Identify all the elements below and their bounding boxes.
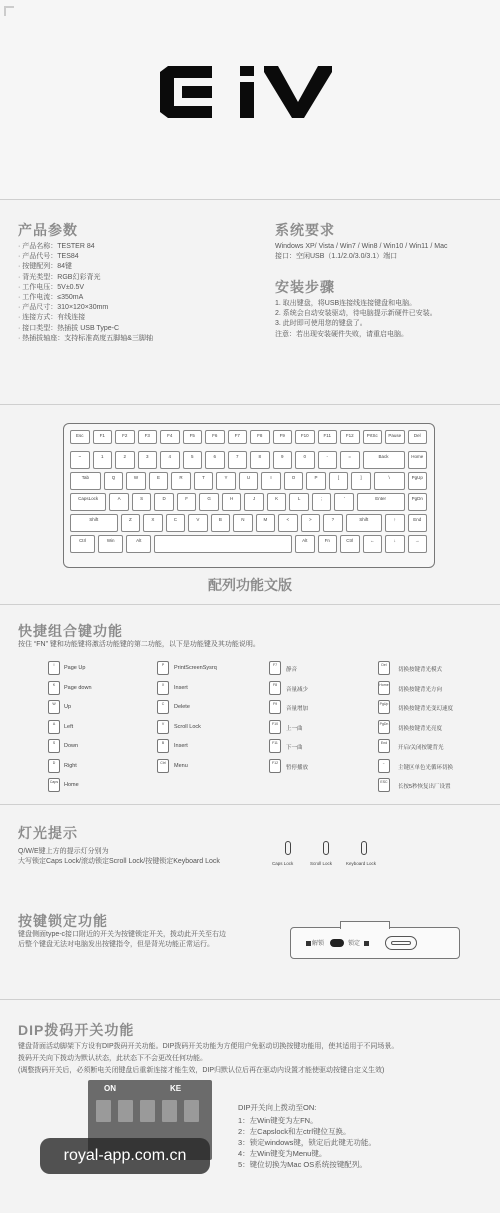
keycap: ↓ bbox=[385, 535, 405, 553]
keycap: V bbox=[188, 514, 208, 532]
dip-list-title: DIP开关向上拨动至ON: bbox=[238, 1103, 317, 1112]
shortcut-function: Down bbox=[64, 743, 79, 749]
keycap: C bbox=[166, 514, 186, 532]
keycap: Pause bbox=[385, 430, 405, 444]
dip-section bbox=[0, 1000, 500, 1213]
shortcut-key: F11 bbox=[269, 739, 281, 753]
shortcut-function: Up bbox=[64, 704, 72, 710]
shortcut-key: F9 bbox=[269, 700, 281, 714]
lock-label: 锁定 bbox=[348, 941, 361, 947]
specs-section bbox=[0, 200, 500, 405]
keycap: - bbox=[318, 451, 338, 469]
shortcut-grid bbox=[0, 605, 500, 805]
shortcut-key: B bbox=[157, 739, 169, 753]
keycap: F12 bbox=[340, 430, 360, 444]
keycap: W bbox=[126, 472, 146, 490]
keycap: ; bbox=[312, 493, 332, 511]
keycap: Win bbox=[98, 535, 123, 553]
keycap: 3 bbox=[138, 451, 158, 469]
dip-title: DIP拨码开关功能 bbox=[18, 1022, 135, 1038]
led-indicators bbox=[272, 841, 395, 871]
shortcut-key: P bbox=[157, 661, 169, 675]
keycap: PrtSc bbox=[363, 430, 383, 444]
shortcut-key: C bbox=[157, 700, 169, 714]
keycap: PgUp bbox=[408, 472, 428, 490]
dip-item: 2：左Capslock和左ctrl键位互换。 bbox=[238, 1127, 351, 1136]
led-label: Keyboard Lock bbox=[346, 861, 377, 866]
dip-switch-5[interactable] bbox=[184, 1100, 199, 1122]
keycap: F bbox=[177, 493, 197, 511]
keycap: Shift bbox=[70, 514, 118, 532]
keycap: Ctrl bbox=[340, 535, 360, 553]
shortcut-function: Scroll Lock bbox=[174, 723, 201, 730]
spec-item: · 背光类型：RGB幻彩背光 bbox=[18, 273, 101, 281]
spec-item: · 产品名称：TESTER 84 bbox=[18, 243, 95, 250]
keycap: ↑ bbox=[385, 514, 405, 532]
keycap: Q bbox=[104, 472, 124, 490]
keycap: F11 bbox=[318, 430, 338, 444]
shortcut-key: W bbox=[48, 700, 60, 714]
lock-toggle[interactable] bbox=[330, 939, 344, 947]
keycap: = bbox=[340, 451, 360, 469]
dip-item: 4：左Win键变为Menu键。 bbox=[238, 1149, 327, 1158]
shortcut-key: PgDn bbox=[378, 720, 390, 734]
shortcuts-desc: 按住 “FN” 键和功能键将激活功能键的第二功能，以下是功能键及其功能说明。 bbox=[18, 641, 260, 648]
shortcut-function: 切换按键背光模式 bbox=[398, 667, 443, 673]
shortcut-key: Caps bbox=[48, 778, 60, 792]
keycap: 4 bbox=[160, 451, 180, 469]
keycap: Y bbox=[216, 472, 236, 490]
keycap: ← bbox=[363, 535, 383, 553]
shortcut-function: 切换按键背光亮度 bbox=[398, 725, 443, 732]
keycap: [ bbox=[329, 472, 349, 490]
shortcut-function: Insert bbox=[174, 684, 188, 691]
spec-item: · 工作电流：≤350mA bbox=[18, 294, 84, 302]
civ-logo bbox=[160, 66, 340, 118]
shortcut-key: F7 bbox=[269, 661, 281, 675]
keycap: F5 bbox=[183, 430, 203, 444]
layout-section bbox=[0, 405, 500, 605]
keycap: \ bbox=[374, 472, 405, 490]
keycap: Ctrl bbox=[70, 535, 95, 553]
keycap: F8 bbox=[250, 430, 270, 444]
specs-title: 产品参数 bbox=[18, 222, 78, 238]
lock-switch-diagram bbox=[290, 921, 460, 965]
keycap: Home bbox=[408, 451, 428, 469]
dip-line3: (调整拨码开关后，必须断电关闭键盘后重新连接才能生效，DIP归默认位后再在驱动内设置才能使驱动按键自定义生效) bbox=[18, 1067, 385, 1074]
led-label: Scroll Lock bbox=[310, 861, 333, 866]
requirement-line: Windows XP/ Vista / Win7 / Win8 / Win10 / Win11 / Mac bbox=[275, 243, 448, 250]
shortcut-function: 长按5秒恢复出厂设置 bbox=[398, 784, 451, 790]
keycap: X bbox=[143, 514, 163, 532]
keycap: 9 bbox=[273, 451, 293, 469]
keycap: Shift bbox=[346, 514, 382, 532]
keycap: L bbox=[289, 493, 309, 511]
shortcut-key: ← bbox=[378, 759, 390, 773]
shortcut-key: S bbox=[48, 739, 60, 753]
lock-line2: 后整个键盘无法对电脑发出按键指令，但是背光功能正常运行。 bbox=[18, 941, 214, 948]
dip-item: 5：键位切换为Mac OS系统按键配列。 bbox=[238, 1160, 367, 1169]
dip-ke-label: KE bbox=[170, 1084, 182, 1093]
shortcut-function: Insert bbox=[174, 743, 188, 749]
shortcuts-section bbox=[0, 605, 500, 805]
shortcut-function: Left bbox=[64, 723, 74, 730]
shortcut-function: 暂停播放 bbox=[286, 764, 309, 771]
keycap: 0 bbox=[295, 451, 315, 469]
dip-switch-2[interactable] bbox=[118, 1100, 133, 1122]
shortcut-key: F10 bbox=[269, 720, 281, 734]
spec-item: · 热插拔轴座：支持标准高度五脚轴&三脚轴 bbox=[18, 334, 153, 342]
shortcut-key: I bbox=[48, 661, 60, 675]
keycap: P bbox=[306, 472, 326, 490]
keycap: J bbox=[244, 493, 264, 511]
keycap: I bbox=[261, 472, 281, 490]
keycap: 7 bbox=[228, 451, 248, 469]
shortcut-function: 开启/关闭按键背光 bbox=[398, 745, 444, 751]
led-label: Caps Lock bbox=[272, 861, 294, 866]
keycap: Alt bbox=[126, 535, 151, 553]
lights-section bbox=[0, 805, 500, 1000]
keycap: 2 bbox=[115, 451, 135, 469]
spec-item: · 工作电压：5V±0.5V bbox=[18, 283, 85, 291]
keycap: N bbox=[233, 514, 253, 532]
keycap: G bbox=[199, 493, 219, 511]
keycap: E bbox=[149, 472, 169, 490]
keycap: 8 bbox=[250, 451, 270, 469]
shortcut-function: 音量减少 bbox=[286, 686, 309, 693]
shortcut-key: End bbox=[378, 739, 390, 753]
unlock-label: 解锁 bbox=[312, 941, 325, 947]
keycap: > bbox=[301, 514, 321, 532]
keycap: Back bbox=[363, 451, 405, 469]
keycap: Alt bbox=[295, 535, 315, 553]
keycap: 5 bbox=[183, 451, 203, 469]
keycap: 6 bbox=[205, 451, 225, 469]
led-icon bbox=[323, 841, 329, 855]
shortcut-key: X bbox=[157, 681, 169, 695]
shortcut-function: 下一曲 bbox=[286, 745, 303, 751]
keycap: ~ bbox=[70, 451, 90, 469]
shortcut-key: D bbox=[48, 759, 60, 773]
spec-item: · 连接方式：有线连接 bbox=[18, 314, 86, 322]
keycap: Del bbox=[408, 430, 428, 444]
keycap: ] bbox=[351, 472, 371, 490]
keycap: F7 bbox=[228, 430, 248, 444]
dip-on-label: ON bbox=[104, 1084, 116, 1093]
dip-switch-3[interactable] bbox=[140, 1100, 155, 1122]
shortcut-function: Home bbox=[64, 782, 79, 788]
install-title: 安装步骤 bbox=[275, 279, 335, 295]
keycap: F1 bbox=[93, 430, 113, 444]
dip-item: 1：左Win键变为左FN。 bbox=[238, 1116, 318, 1125]
unlock-icon bbox=[306, 941, 311, 946]
shortcut-key: A bbox=[48, 720, 60, 734]
shortcut-function: Menu bbox=[174, 762, 188, 769]
requirement-line: 接口：空闲USB（1.1/2.0/3.0/3.1）端口 bbox=[275, 253, 398, 261]
spec-item: · 按键配列：84键 bbox=[18, 263, 73, 271]
keycap: ' bbox=[334, 493, 354, 511]
install-step: 3. 此时即可使用您的键盘了。 bbox=[275, 320, 367, 328]
keycap: → bbox=[408, 535, 428, 553]
lock-line1: 键盘侧面type-c接口附近的开关为按键锁定开关，拨动此开关至右边 bbox=[18, 931, 227, 938]
shortcut-key: PgUp bbox=[378, 700, 390, 714]
lock-title: 按键锁定功能 bbox=[18, 913, 108, 929]
install-step: 2. 系统会自动安装驱动，待电脑提示新硬件已安装。 bbox=[275, 310, 437, 318]
lights-line1: Q/W/E键上方的提示灯分别为 bbox=[18, 848, 109, 855]
lights-line2: 大写锁定Caps Lock/滚动锁定Scroll Lock/按键锁定Keyboard Lock bbox=[18, 858, 220, 865]
spec-item: · 产品代号：TES84 bbox=[18, 253, 79, 261]
shortcut-function: 上一曲 bbox=[286, 725, 303, 732]
keycap: T bbox=[194, 472, 214, 490]
keyboard-diagram bbox=[63, 423, 435, 568]
specs-list bbox=[18, 242, 153, 344]
keycap: F2 bbox=[115, 430, 135, 444]
keycap bbox=[154, 535, 292, 553]
keycap: F3 bbox=[138, 430, 158, 444]
spec-item: · 产品尺寸：310×120×30mm bbox=[18, 304, 109, 312]
shortcut-function: Page Up bbox=[64, 665, 86, 671]
watermark: royal-app.com.cn bbox=[40, 1138, 210, 1174]
keycap: D bbox=[154, 493, 174, 511]
shortcut-function: Delete bbox=[174, 704, 190, 710]
layout-caption: 配列功能文版 bbox=[208, 577, 292, 593]
shortcuts-title: 快捷组合键功能 bbox=[18, 623, 123, 639]
shortcut-function: Page down bbox=[64, 684, 92, 691]
dip-line2: 拨码开关向下拨动为默认状态，此状态下不会更改任何功能。 bbox=[18, 1055, 207, 1062]
keycap: Enter bbox=[357, 493, 405, 511]
logo-section bbox=[0, 0, 500, 200]
keycap: Z bbox=[121, 514, 141, 532]
keycap: End bbox=[408, 514, 428, 532]
keycap: M bbox=[256, 514, 276, 532]
led-icon bbox=[361, 841, 367, 855]
keycap: Fn bbox=[318, 535, 338, 553]
keycap: Tab bbox=[70, 472, 101, 490]
keycap: F4 bbox=[160, 430, 180, 444]
corner-mark bbox=[4, 6, 14, 16]
keycap: 1 bbox=[93, 451, 113, 469]
keycap: F10 bbox=[295, 430, 315, 444]
shortcut-key: Home bbox=[378, 681, 390, 695]
shortcut-function: 静音 bbox=[286, 667, 298, 673]
shortcut-function: 主键区单色光循环切换 bbox=[398, 764, 454, 771]
keycap: S bbox=[132, 493, 152, 511]
keycap: H bbox=[222, 493, 242, 511]
shortcut-key: V bbox=[157, 720, 169, 734]
keycap: A bbox=[109, 493, 129, 511]
keycap: ? bbox=[323, 514, 343, 532]
dip-switch-1[interactable] bbox=[96, 1100, 111, 1122]
shortcut-function: 音量增加 bbox=[286, 706, 309, 712]
shortcut-function: 切换按键背光变幻速度 bbox=[398, 706, 454, 712]
shortcut-key: K bbox=[48, 681, 60, 695]
keycap: CapsLock bbox=[70, 493, 106, 511]
shortcut-function: Right bbox=[64, 762, 77, 769]
keycap: K bbox=[267, 493, 287, 511]
shortcut-key: Del bbox=[378, 661, 390, 675]
shortcut-function: PrintScreenSysrq bbox=[174, 665, 217, 671]
dip-switch-4[interactable] bbox=[162, 1100, 177, 1122]
lights-title: 灯光提示 bbox=[18, 825, 78, 841]
shortcut-key: Ctrl bbox=[157, 759, 169, 773]
keycap: F6 bbox=[205, 430, 225, 444]
install-list bbox=[275, 299, 437, 340]
requirements-title: 系统要求 bbox=[275, 222, 335, 238]
keycap: R bbox=[171, 472, 191, 490]
dip-item: 3：锁定windows键，锁定后此键无功能。 bbox=[238, 1138, 376, 1147]
shortcut-key: F8 bbox=[269, 681, 281, 695]
keycap: F9 bbox=[273, 430, 293, 444]
keycap: < bbox=[278, 514, 298, 532]
shortcut-key: F12 bbox=[269, 759, 281, 773]
shortcut-function: 切换按键背光方向 bbox=[398, 686, 443, 693]
keycap: B bbox=[211, 514, 231, 532]
install-step: 注意：若出现安装硬件失败，请重启电脑。 bbox=[275, 330, 408, 338]
install-step: 1. 取出键盘，将USB连接线连接键盘和电脑。 bbox=[275, 300, 417, 307]
keycap: U bbox=[239, 472, 259, 490]
dip-list bbox=[238, 1115, 376, 1170]
spec-item: · 接口类型：热插拔 USB Type-C bbox=[18, 324, 119, 332]
keycap: PgDn bbox=[408, 493, 428, 511]
led-icon bbox=[285, 841, 291, 855]
keycap: O bbox=[284, 472, 304, 490]
dip-line1: 键盘背面活动脚架下方设有DIP拨码开关功能。DIP拨码开关功能为方便用户免驱动切换按键功能用，使其适用于不同场景。 bbox=[18, 1043, 399, 1050]
requirements-list bbox=[275, 242, 447, 262]
shortcut-key: ESC bbox=[378, 778, 390, 792]
lock-icon bbox=[364, 941, 369, 946]
keycap: Esc bbox=[70, 430, 90, 444]
